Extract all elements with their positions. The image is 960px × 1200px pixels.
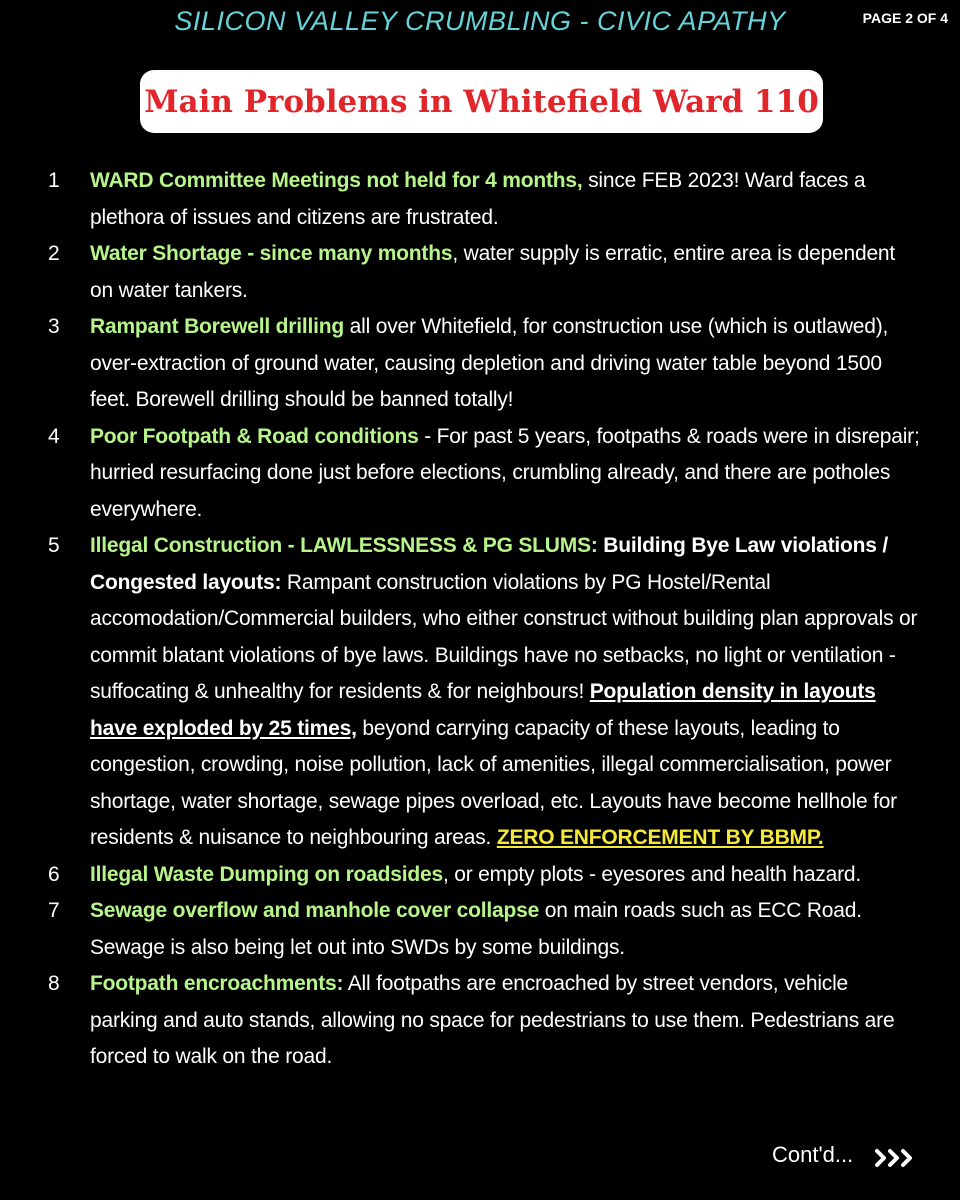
list-item bbox=[0, 419, 960, 529]
continued-label: Cont'd... bbox=[772, 1142, 854, 1167]
item-text: on main roads such as ECC Road. Sewage is also being let out into SWDs by some buildings. bbox=[90, 899, 862, 959]
item-highlight: Water Shortage - since many months bbox=[90, 242, 453, 265]
item-text: , or empty plots - eyesores and health hazard. bbox=[442, 862, 862, 886]
item-number: 7 bbox=[48, 899, 60, 922]
problem-list bbox=[0, 163, 960, 1076]
item-text: beyond carrying capacity of these layouts, leading to congestion, crowding, noise pollution, lack of amenities, illegal commercialisation, power shortage, water shortage, sewage pipes overload, etc. Layouts have become hellhole for residents & nuisance to neighbouring areas. bbox=[90, 716, 897, 849]
item-text: All footpaths are encroached by street vendors, vehicle parking and auto stands, allowing no space for pedestrians to use them. Pedestrians are forced to walk on the road. bbox=[90, 972, 895, 1068]
list-item bbox=[0, 528, 960, 857]
item-number: 5 bbox=[48, 534, 60, 557]
header-title: SILICON VALLEY CRUMBLING - CIVIC APATHY bbox=[174, 6, 786, 36]
list-item bbox=[0, 966, 960, 1076]
item-bold: Building Bye Law violations / Congested layouts: bbox=[90, 534, 889, 594]
item-text: - For past 5 years, footpaths & roads were in disrepair; hurried resurfacing done just before elections, crumbling already, and there are potholes everywhere. bbox=[90, 424, 920, 521]
item-text: since FEB 2023! Ward faces a plethora of issues and citizens are frustrated. bbox=[90, 169, 866, 229]
item-number: 6 bbox=[48, 862, 60, 886]
item-highlight: Illegal Waste Dumping on roadsides bbox=[90, 862, 443, 886]
item-text: , water supply is erratic, entire area is dependent on water tankers. bbox=[90, 242, 896, 302]
triple-chevron-right-icon bbox=[873, 1146, 917, 1170]
list-item bbox=[0, 236, 960, 309]
item-text: all over Whitefield, for construction use (which is outlawed), over-extraction of ground water, causing depletion and driving water table beyond 1500 feet. Borewell drilling should be banned totally! bbox=[90, 315, 889, 411]
list-item bbox=[0, 857, 960, 894]
item-text: Rampant construction violations by PG Hostel/Rental accomodation/Commercial builders, who either construct without building plan approvals or commit blatant violations of bye laws. Buildings have no setbacks, no light or ventilation - suffocating & unhealthy for residents & for neighbours! bbox=[90, 570, 918, 703]
list-item bbox=[0, 309, 960, 419]
title-box bbox=[140, 70, 823, 133]
list-item bbox=[0, 163, 960, 236]
item-number: 3 bbox=[48, 315, 60, 338]
item-highlight: Sewage overflow and manhole cover collapse bbox=[90, 899, 540, 922]
page-indicator: PAGE 2 OF 4 bbox=[862, 10, 948, 26]
page-title: Main Problems in Whitefield Ward 110 bbox=[144, 83, 819, 120]
item-yellow-emphasis: ZERO ENFORCEMENT BY BBMP. bbox=[496, 826, 824, 849]
item-highlight: WARD Committee Meetings not held for 4 months, bbox=[90, 169, 583, 192]
item-number: 2 bbox=[48, 242, 60, 265]
item-highlight: Illegal Construction - LAWLESSNESS & PG SLUMS: bbox=[90, 534, 598, 557]
item-highlight: Rampant Borewell drilling bbox=[90, 315, 345, 338]
item-number: 1 bbox=[48, 169, 60, 192]
list-item bbox=[0, 893, 960, 966]
item-number: 8 bbox=[48, 972, 60, 995]
item-underline: Population density in layouts have exploded by 25 times, bbox=[90, 680, 876, 740]
item-number: 4 bbox=[48, 424, 60, 448]
item-highlight: Poor Footpath & Road conditions bbox=[90, 424, 419, 448]
item-highlight: Footpath encroachments: bbox=[90, 972, 344, 995]
